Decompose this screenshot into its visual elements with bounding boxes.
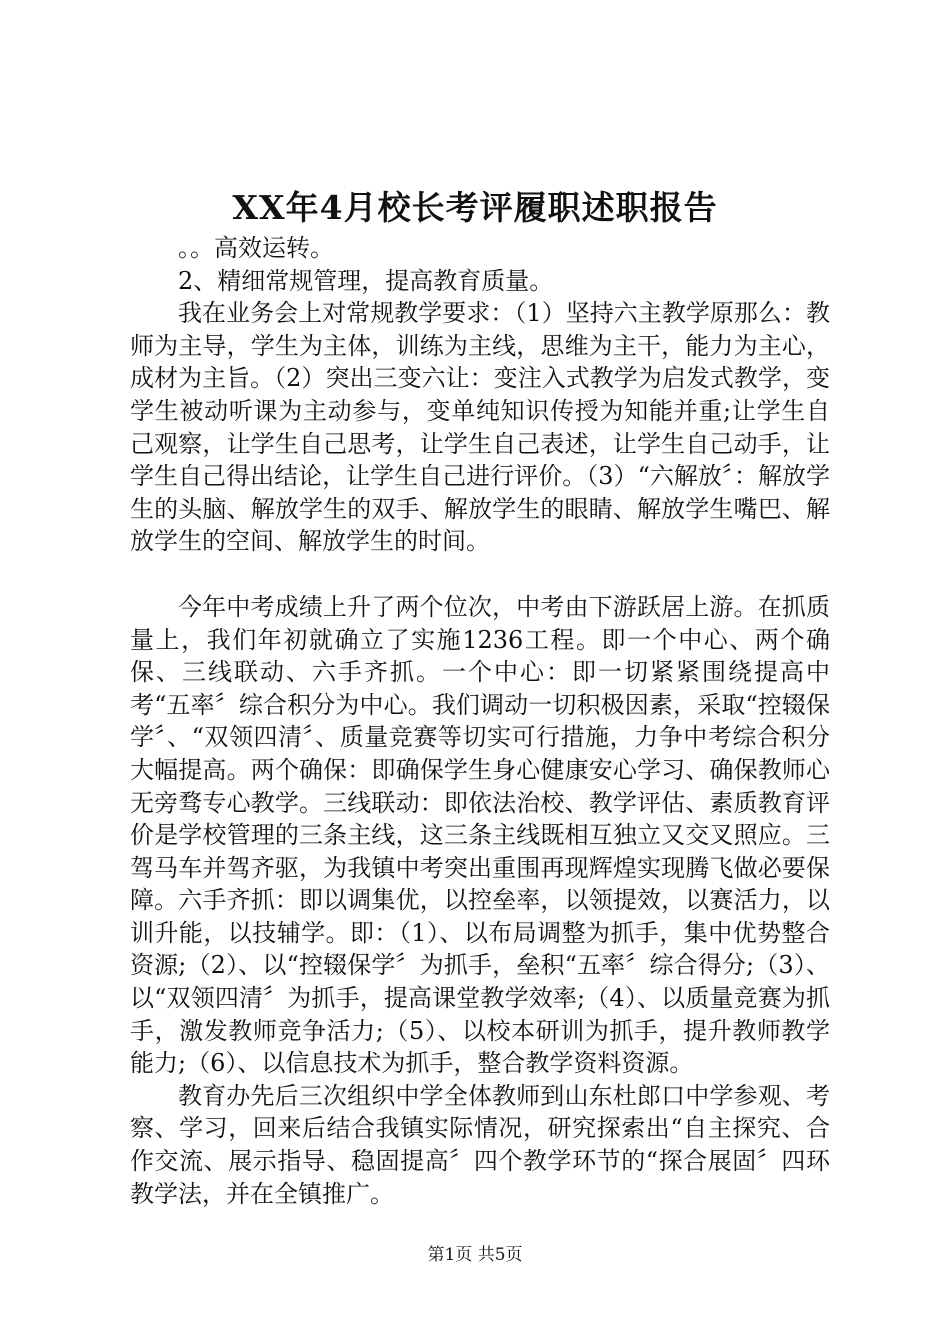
paragraph-3: 我在业务会上对常规教学要求：（1）坚持六主教学原那么：教师为主导，学生为主体，训练为主线，思维为主干，能力为主心，成材为主旨。（2）突出三变六让：变注入式教学为启发式教学，变学生被动听课为主动参与，变单纯知识传授为知能并重;让学生自己观察，让学生自己思考，让学生自己表述，让学生自己动手，让学生自己得出结论，让学生自己进行评价。（3）“六解放〞：解放学生的头脑、解放学生的双手、解放学生的眼睛、解放学生嘴巴、解放学生的空间、解放学生的时间。 <box>130 299 830 556</box>
paragraph-4: 今年中考成绩上升了两个位次，中考由下游跃居上游。在抓质量上，我们年初就确立了实施1236工程。即一个中心、两个确保、三线联动、六手齐抓。一个中心：即一切紧紧围绕提高中考“五率〞综合积分为中心。我们调动一切积极因素，采取“控辍保学〞、“双领四清〞、质量竞赛等切实可行措施，力争中考综合积分大幅提高。两个确保：即确保学生身心健康安心学习、确保教师心无旁骛专心教学。三线联动：即依法治校、教学评估、素质教育评价是学校管理的三条主线，这三条主线既相互独立又交叉照应。三驾马车并驾齐驱，为我镇中考突出重围再现辉煌实现腾飞做必要保障。六手齐抓：即以调集优，以控垒率，以领提效，以赛活力，以训升能，以技辅学。即：（1）、以布局调整为抓手，集中优势整合资源;（2）、以“控辍保学〞为抓手，垒积“五率〞综合得分;（3）、以“双领四清〞为抓手，提高课堂教学效率;（4）、以质量竞赛为抓手，激发教师竞争活力;（5）、以校本研训为抓手，提升教师教学能力;（6）、以信息技术为抓手，整合教学资料资源。 <box>130 592 830 1078</box>
document-body <box>130 232 830 1210</box>
paragraph-1: 。。高效运转。 <box>178 234 334 262</box>
paragraph-gap <box>130 558 830 591</box>
paragraph-5: 教育办先后三次组织中学全体教师到山东杜郎口中学参观、考察、学习，回来后结合我镇实际情况，研究探索出“自主探究、合作交流、展示指导、稳固提高〞四个教学环节的“探合展固〞四环教学法，并在全镇推广。 <box>130 1081 830 1208</box>
document-title: XX年4月校长考评履职述职报告 <box>232 188 718 227</box>
paragraph-2: 2、精细常规管理，提高教育质量。 <box>178 266 554 295</box>
page-footer: 第1页 共5页 <box>427 1245 523 1265</box>
